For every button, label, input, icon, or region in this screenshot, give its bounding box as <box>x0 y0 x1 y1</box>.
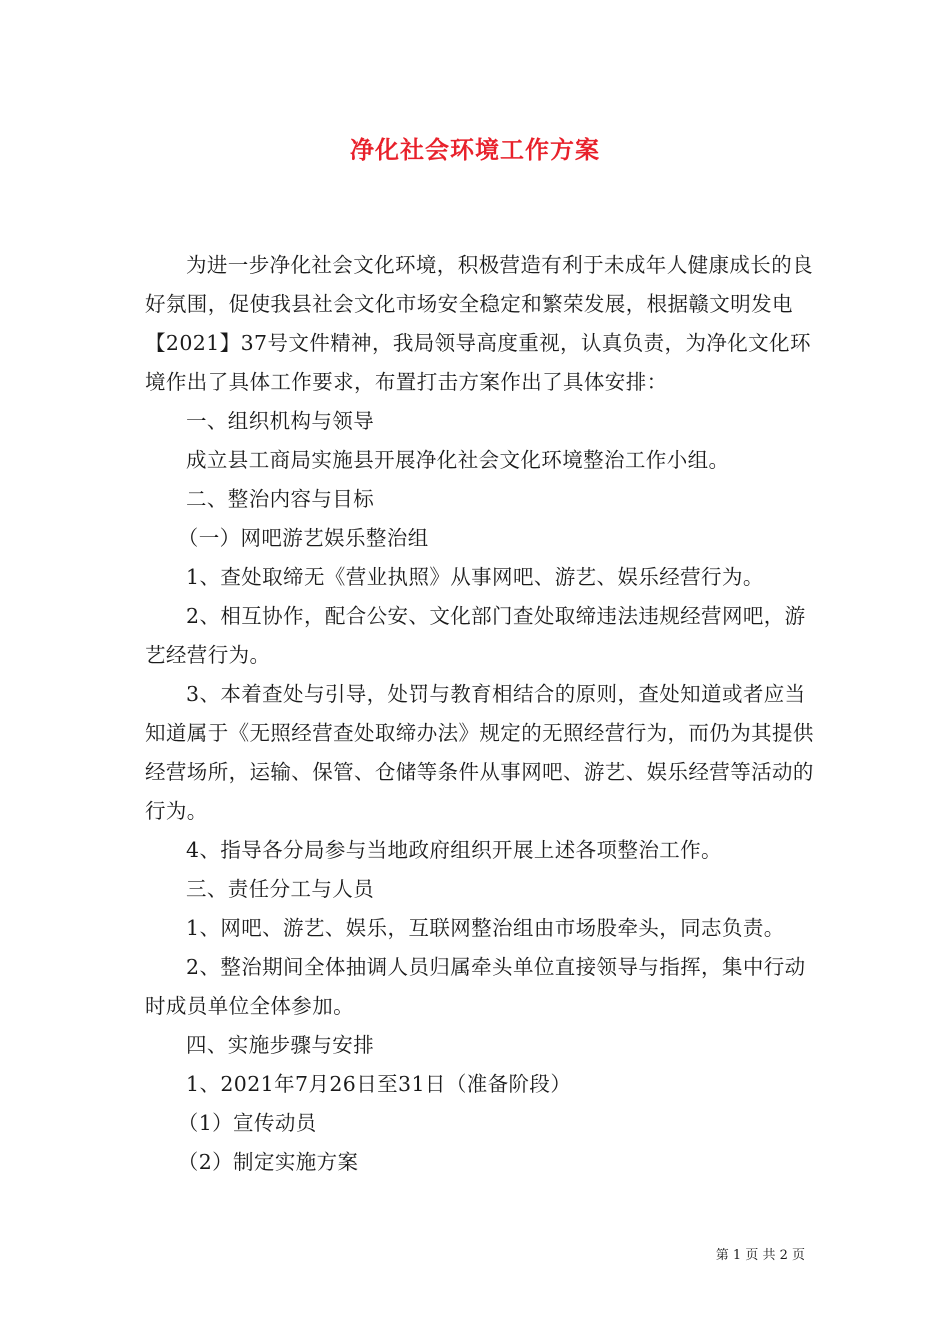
list-item: 2、相互协作，配合公安、文化部门查处取缔违法违规经营网吧，游艺经营行为。 <box>145 604 806 667</box>
section-heading: 一、组织机构与领导 <box>186 409 375 433</box>
page-number: 第 1 页 共 2 页 <box>715 1248 805 1263</box>
list-item: 1、网吧、游艺、娱乐，互联网整治组由市场股牵头，同志负责。 <box>186 916 785 940</box>
list-item: 4、指导各分局参与当地政府组织开展上述各项整治工作。 <box>186 838 722 862</box>
section-heading: 三、责任分工与人员 <box>186 877 375 901</box>
document-body <box>145 246 825 1182</box>
list-item: 1、查处取缔无《营业执照》从事网吧、游艺、娱乐经营行为。 <box>186 565 764 589</box>
section-heading: 四、实施步骤与安排 <box>186 1033 375 1057</box>
list-item: 3、本着查处与引导，处罚与教育相结合的原则，查处知道或者应当知道属于《无照经营查处取缔办法》规定的无照经营行为，而仍为其提供经营场所，运输、保管、仓储等条件从事网吧、游艺、娱乐经营等活动的行为。 <box>145 682 814 823</box>
body-paragraph: 成立县工商局实施县开展净化社会文化环境整治工作小组。 <box>186 448 730 472</box>
list-item: 2、整治期间全体抽调人员归属牵头单位直接领导与指挥，集中行动时成员单位全体参加。 <box>145 955 806 1018</box>
intro-paragraph: 为进一步净化社会文化环境，积极营造有利于未成年人健康成长的良好氛围，促使我县社会文化市场安全稳定和繁荣发展，根据赣文明发电【2021】37号文件精神，我局领导高度重视，认真负责，为净化文化环境作出了具体工作要求，布置打击方案作出了具体安排： <box>145 253 813 394</box>
subsection-heading: （一）网吧游艺娱乐整治组 <box>177 526 429 550</box>
list-item: 1、2021年7月26日至31日（准备阶段） <box>186 1072 572 1096</box>
list-item: （1）宣传动员 <box>177 1111 317 1135</box>
section-heading: 二、整治内容与目标 <box>186 487 375 511</box>
list-item: （2）制定实施方案 <box>177 1150 359 1174</box>
document-title: 净化社会环境工作方案 <box>350 136 600 164</box>
